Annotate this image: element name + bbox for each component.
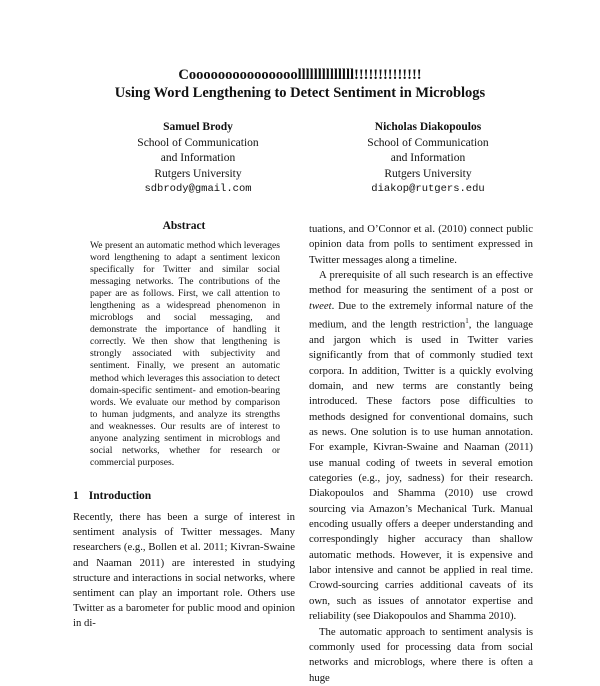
section-heading-introduction [73,490,151,502]
author-affiliation: and Information [160,152,236,164]
abstract-text [90,240,280,469]
body-text: , the language and jargon which is used in Twitter varies significantly from that of commonly studied text corpora. In addition, Twitter is a quickly evolving domain, and new terms are constantly being introduced. These factors pose difficulties to methods designed for conventional domains, such as news. One solution is to use human annotation. For example, Kivran-Swaine and Naaman (2011) use manual coding of tweets in several emotion categories (e.g., joy, sadness) for their research. Diakopoulos and Shamma (2010) use crowd sourcing via Amazon’s Mechanical Turk. Manual encoding usually offers a deeper understanding and correspondingly higher accuracy than shallow automatic methods. However, it is expensive and labor intensive and cannot be applied in real time. Crowd-sourcing carries additional caveats of its own, such as issues of annotator expertise and reliability (see Diakopoulos and Shamma 2010). [309,318,533,623]
author-name: Samuel Brody [163,121,233,133]
footnote-marker: 1 [465,317,469,326]
section-number: 1 [73,490,79,502]
author-block-1 [88,120,308,198]
author-affiliation: and Information [390,152,466,164]
right-column-text [309,222,533,686]
section-title: Introduction [88,490,152,502]
intro-paragraph: Recently, there has been a surge of interest in sentiment analysis of Twitter messages. Many researchers (e.g., Bollen et al. 2011; Kivran-Swaine and Naaman 2011) are interested in studying structure and interactions in social networks, where sentiment can play an important role. Others use Twitter as a barometer for public mood and opinion in di- [73,511,295,630]
body-paragraph [309,268,533,624]
paper-title-line-2: Using Word Lengthening to Detect Sentiment in Microblogs [114,85,486,101]
author-affiliation: School of Communication [137,136,259,149]
paper-title-line-1: Cooooooooooooooollllllllllllll!!!!!!!!!!!!!! [178,67,422,83]
author-affiliation: Rutgers University [154,167,242,180]
abstract-paragraph: We present an automatic method which leverages word lengthening to adapt a sentiment lexicon specifically for Twitter and similar social messaging networks. The contributions of the paper are as follows. First, we call attention to lengthening as a widespread phenomenon in microblogs and social messaging, and demonstrate the importance of handling it correctly. We then show that lengthening is strongly associated with subjectivity and sentiment. Finally, we present an automatic method which leverages this association to detect domain-specific sentiment- and emotion-bearing words. We evaluate our method by comparison to human judgments, and analyze its strengths and weaknesses. Our results are of interest to anyone analyzing sentiment in microblogs and social networks, whether for research or commercial purposes. [90,240,280,468]
body-paragraph: The automatic approach to sentiment analysis is commonly used for processing data from social networks and microblogs, where there is often a huge [309,625,533,684]
body-text: A prerequisite of all such research is an effective method for measuring the sentiment of a post or [309,269,533,297]
introduction-text [73,510,295,632]
abstract-heading: Abstract [162,220,206,232]
body-text-italic: tweet [309,299,332,312]
author-name: Nicholas Diakopoulos [374,121,482,133]
body-paragraph: tuations, and O’Connor et al. (2010) connect public opinion data from polls to sentiment expressed in Twitter messages along a timeline. [309,223,533,266]
author-block-2 [318,120,538,198]
author-affiliation: Rutgers University [384,167,472,180]
author-affiliation: School of Communication [367,136,489,149]
body-text: . Due to the extremely informal nature of the medium, and the length restriction [309,299,533,331]
author-email: sdbrody@gmail.com [144,183,252,195]
author-email: diakop@rutgers.edu [371,183,485,195]
